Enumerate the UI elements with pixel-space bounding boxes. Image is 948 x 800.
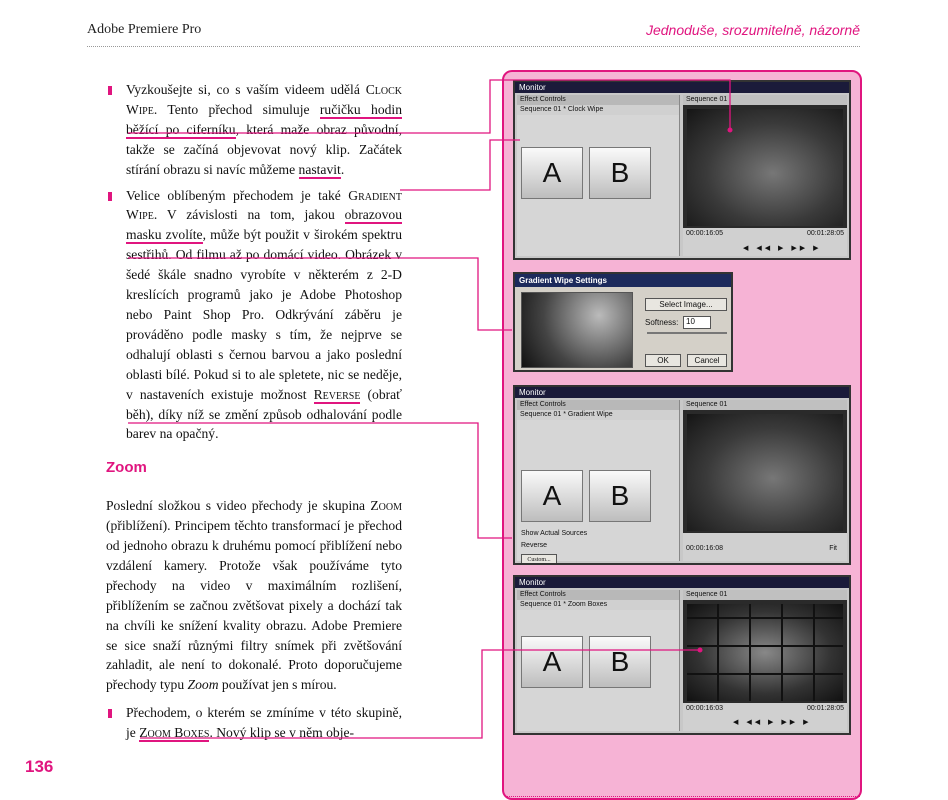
term-clock-wipe: Clock Wipe [126,82,402,117]
bullet-zoom-boxes: Přechodem, o kterém se zmíníme v této skupině, je Zoom Boxes. Nový klip se v něm obje- [88,703,402,743]
cancel-button[interactable]: Cancel [687,354,727,367]
preview-b: B [589,470,651,522]
page-number: 136 [25,757,54,776]
tab-effect-controls[interactable]: Effect Controls [517,590,679,600]
softness-slider[interactable] [647,332,727,334]
timecode-current: 00:00:16:08 [686,545,723,552]
effect-controls-panel [517,400,680,561]
screenshot-clock-wipe [513,80,851,260]
section-heading-zoom: Zoom [106,459,147,477]
preview-a: A [521,147,583,199]
preview-b: B [589,147,651,199]
preview-b: B [589,636,651,688]
program-monitor [683,400,847,561]
ab-preview [521,147,651,199]
ab-preview [521,470,651,522]
bullet-gradient-wipe: Velice oblíbeným přechodem je také Gradient Wipe. V závislosti na tom, jakou obrazovou masku zvolíte, může být použit v širokém spektru sestřihů. Od filmu až po domácí video. Obrázek v šedé škále snadno vyrobíte v některém z 2-D kreslících programů jako je Adobe Photoshop nebo Paint Shop Pro. Odkrývání záběru je prováděno podle masky s tím, že nejprve se odhalují oblasti s černou barvou a jako poslední oblasti bílé. Pokud si to ale spletete, nic se neděje, v nastaveních existuje možnost Reverse (obrať běh), díky níž se změní způsob odhalování podle barev na opačný. [88,186,402,445]
ab-preview [521,636,651,688]
show-sources-checkbox[interactable]: Show Actual Sources [521,530,588,537]
bullet-clock-wipe: Vyzkoušejte si, co s vaším videem udělá Clock Wipe. Tento přechod simuluje ručičku hodin běžící po ciferníku, která maže obraz původní, takže se začíná objevovat nový klip. Začátek stírání obrazu si navíc můžeme nastavit. [88,80,402,180]
tab-effect-controls[interactable]: Effect Controls [517,400,679,410]
ok-button[interactable]: OK [645,354,681,367]
softness-input[interactable]: 10 [683,316,711,329]
video-frame [687,604,843,701]
monitor-controls [683,533,847,561]
term-reverse: Reverse [313,386,361,402]
sequence-label: Sequence 01 * Gradient Wipe [517,410,679,420]
screenshot-gradient-wipe [513,385,851,565]
custom-button[interactable]: Custom... [521,554,557,565]
window-titlebar: Monitor [515,387,849,398]
select-image-button[interactable]: Select Image... [645,298,727,311]
running-header-tagline: Jednoduše, srozumitelně, názorně [645,22,860,38]
video-frame [687,109,843,226]
dialog-title: Gradient Wipe Settings [515,274,731,287]
tab-effect-controls[interactable]: Effect Controls [517,95,679,105]
tab-sequence[interactable]: Sequence 01 [683,400,847,410]
preview-a: A [521,636,583,688]
window-titlebar: Monitor [515,577,849,588]
monitor-controls [683,228,847,256]
highlight-image-mask: obrazovou masku zvolíte [126,207,402,243]
softness-label: Softness: [645,318,679,327]
text-column [88,80,402,749]
header-rule [87,46,860,47]
timecode-duration: 00:01:28:05 [807,705,844,712]
sequence-label: Sequence 01 * Clock Wipe [517,105,679,115]
monitor-controls [683,703,847,731]
sequence-label: Sequence 01 * Zoom Boxes [517,600,679,610]
effect-controls-panel [517,95,680,256]
preview-a: A [521,470,583,522]
tab-sequence[interactable]: Sequence 01 [683,590,847,600]
transport-controls[interactable]: ◀ ◀◀ ▶ ▶▶ ▶ [733,719,812,726]
effect-controls-panel [517,590,680,731]
highlight-set: nastavit [298,161,341,177]
transport-controls[interactable]: ◀ ◀◀ ▶ ▶▶ ▶ [743,245,822,252]
program-monitor [683,590,847,731]
screenshot-zoom-boxes [513,575,851,735]
zoom-fit[interactable]: Fit [829,545,837,552]
window-titlebar: Monitor [515,82,849,93]
gradient-preview [521,292,633,368]
timecode-duration: 00:01:28:05 [807,230,844,237]
running-header-title: Adobe Premiere Pro [87,22,202,37]
video-frame [687,414,843,531]
term-gradient-wipe: Gradient Wipe [126,187,402,223]
paragraph-zoom: Poslední složkou s video přechody je skupina Zoom (přiblížení). Principem těchto transformací je přechod od jednoho obrazu k druhému pomocí přiblížení nebo vzdálení kamery. Protože však používáme tyto přechody na video v maximálním rozlišení, přiblížením se začnou zvětšovat pixely a dochází tak na chvíli ke snížení kvality obrazu. Adobe Premiere se sice snaží různými filtry snímek při zvětšování zahladit, ale není to dokonalé. Proto doporučujeme přechody typu Zoom používat jen s mírou. [106,498,402,693]
term-zoom: Zoom [370,498,402,514]
highlight-clock-hand: ručičku hodin běžící po ciferníku [126,101,402,137]
timecode-current: 00:00:16:03 [686,705,723,712]
bottom-rule [505,796,860,797]
gradient-wipe-dialog [513,272,733,372]
reverse-checkbox[interactable]: Reverse [521,542,548,549]
term-zoom-boxes: Zoom Boxes [139,725,210,741]
program-monitor [683,95,847,256]
timecode-current: 00:00:16:05 [686,230,723,237]
tab-sequence[interactable]: Sequence 01 [683,95,847,105]
